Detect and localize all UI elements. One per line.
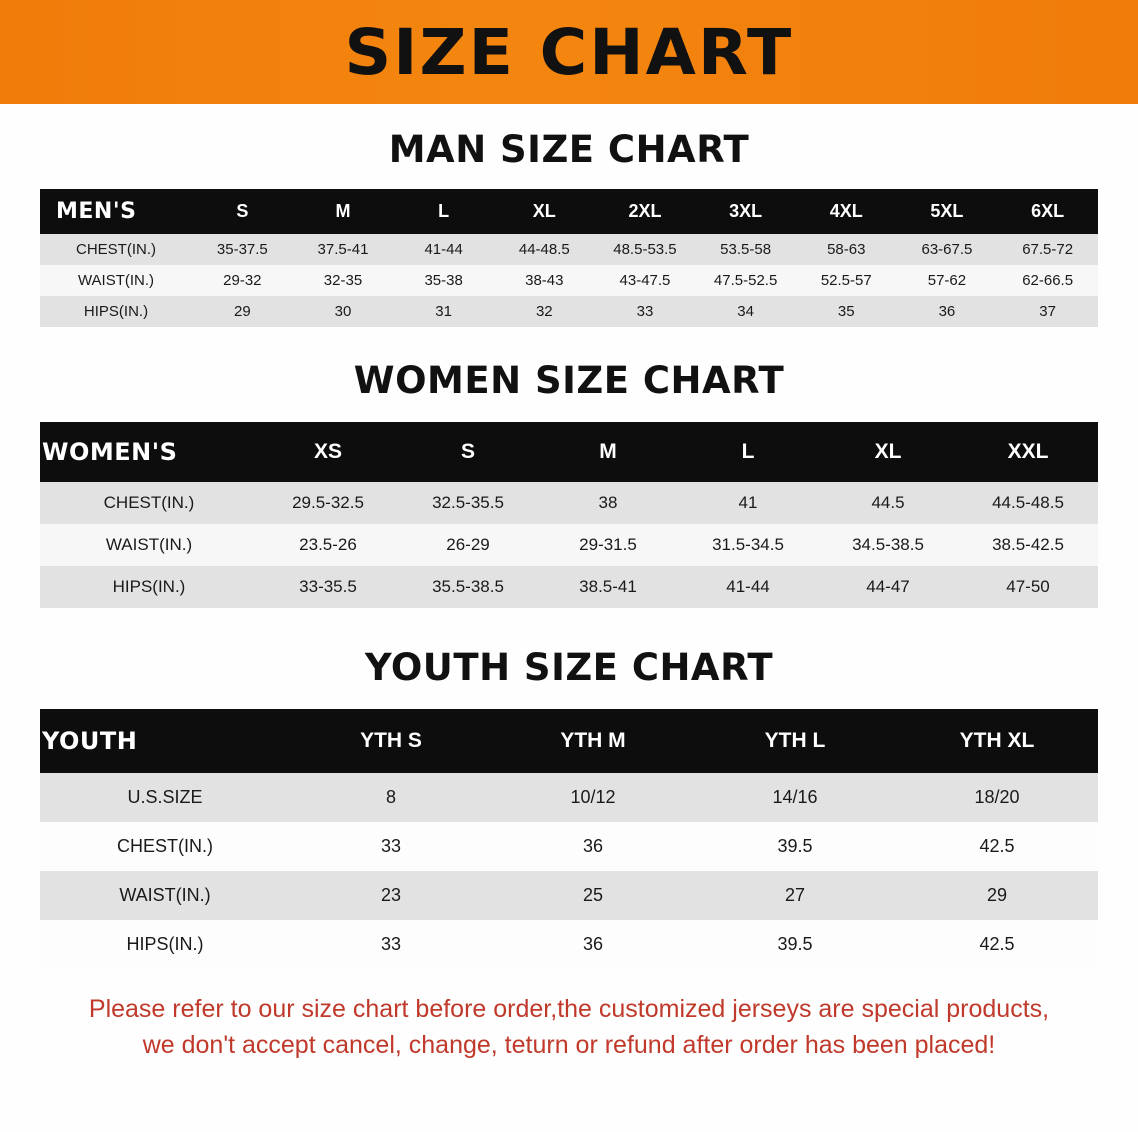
youth-table-wrapper (0, 709, 1138, 969)
youth-column-header: YTH M (560, 729, 626, 752)
women-row-label: HIPS(IN.) (112, 577, 186, 596)
table-row (40, 296, 1098, 327)
youth-row-label: WAIST(IN.) (119, 885, 211, 905)
man-column-header: L (438, 201, 450, 221)
women-cell: 31.5-34.5 (712, 535, 784, 554)
man-column-header: M (335, 201, 351, 221)
man-cell: 34 (737, 303, 754, 320)
youth-column-header: YTH L (764, 729, 826, 752)
youth-row-label: HIPS(IN.) (126, 934, 204, 954)
man-column-header: 5XL (930, 201, 964, 221)
man-cell: 57-62 (927, 272, 967, 289)
women-cell: 35.5-38.5 (432, 577, 504, 596)
man-cell: 67.5-72 (1022, 241, 1074, 258)
youth-cell: 27 (784, 885, 806, 905)
women-column-header: S (460, 440, 475, 463)
women-cell: 29-31.5 (579, 535, 637, 554)
youth-size-table (40, 709, 1098, 969)
women-table-body (40, 482, 1098, 608)
table-row (40, 773, 1098, 822)
man-cell: 35-38 (424, 272, 463, 289)
man-column-header: 2XL (628, 201, 662, 221)
table-row (40, 265, 1098, 296)
women-cell: 29.5-32.5 (292, 493, 364, 512)
table-row (40, 524, 1098, 566)
women-column-header: XL (874, 440, 902, 463)
women-row-label: WAIST(IN.) (105, 535, 193, 554)
man-cell: 63-67.5 (921, 241, 973, 258)
table-row (40, 234, 1098, 265)
women-column-header: L (741, 440, 755, 463)
man-cell: 35 (837, 303, 855, 320)
man-row-label: CHEST(IN.) (76, 241, 156, 258)
youth-cell: 36 (582, 836, 604, 856)
man-cell: 48.5-53.5 (613, 241, 677, 258)
youth-cell: 39.5 (777, 934, 813, 954)
women-cell: 44.5 (871, 493, 905, 512)
table-row (40, 920, 1098, 969)
women-cell: 38.5-42.5 (992, 535, 1064, 554)
man-cell: 52.5-57 (820, 272, 872, 289)
youth-table-head (40, 709, 1098, 773)
man-cell: 38-43 (525, 272, 564, 289)
man-header-label: MEN'S (56, 199, 137, 224)
man-cell: 53.5-58 (720, 241, 772, 258)
table-row (40, 822, 1098, 871)
table-row (40, 871, 1098, 920)
man-cell: 43-47.5 (619, 272, 671, 289)
women-table-head (40, 422, 1098, 482)
women-header-label: WOMEN'S (42, 438, 178, 466)
table-header-row (40, 709, 1098, 773)
man-cell: 32 (535, 303, 553, 320)
youth-cell: 14/16 (772, 787, 818, 807)
women-cell: 44-47 (866, 577, 910, 596)
youth-row-label: U.S.SIZE (127, 787, 203, 807)
man-cell: 44-48.5 (518, 241, 570, 258)
youth-cell: 8 (385, 787, 396, 807)
youth-table-body (40, 773, 1098, 969)
man-column-header: XL (532, 201, 556, 221)
youth-cell: 25 (582, 885, 604, 905)
women-size-table (40, 422, 1098, 608)
page-title: SIZE CHART (344, 15, 794, 89)
man-cell: 29-32 (223, 272, 262, 289)
man-cell: 37.5-41 (317, 241, 369, 258)
man-cell: 35-37.5 (216, 241, 268, 258)
women-cell: 23.5-26 (299, 535, 357, 554)
youth-column-header: YTH XL (959, 729, 1035, 752)
table-header-row (40, 189, 1098, 234)
youth-cell: 23 (380, 885, 402, 905)
banner (0, 0, 1138, 104)
youth-cell: 33 (380, 934, 402, 954)
man-cell: 32-35 (323, 272, 363, 289)
man-row-label: WAIST(IN.) (77, 272, 155, 289)
man-table-body (40, 234, 1098, 327)
table-header-row (40, 422, 1098, 482)
man-size-table (40, 189, 1098, 327)
man-cell: 36 (938, 303, 956, 320)
youth-cell: 18/20 (974, 787, 1020, 807)
women-section-title: WOMEN SIZE CHART (353, 359, 785, 402)
man-column-header: 6XL (1031, 201, 1065, 221)
youth-cell: 39.5 (777, 836, 813, 856)
women-row-label: CHEST(IN.) (103, 493, 195, 512)
man-column-header: 3XL (729, 201, 763, 221)
women-cell: 38.5-41 (579, 577, 637, 596)
youth-column-header: YTH S (360, 729, 422, 752)
youth-cell: 36 (582, 934, 604, 954)
man-table-wrapper (0, 189, 1138, 327)
man-column-header: S (236, 201, 249, 221)
order-policy-note (36, 991, 1102, 1064)
women-table-wrapper (0, 422, 1138, 608)
table-row (40, 482, 1098, 524)
table-row (40, 566, 1098, 608)
youth-cell: 10/12 (570, 787, 616, 807)
note-line-1: Please refer to our size chart before order,the customized jerseys are special products, (88, 995, 1050, 1023)
women-column-header: M (599, 440, 617, 463)
man-cell: 33 (636, 303, 654, 320)
man-section-title: MAN SIZE CHART (388, 128, 750, 171)
women-cell: 47-50 (1006, 577, 1050, 596)
youth-section-title: YOUTH SIZE CHART (364, 646, 774, 689)
youth-header-label: YOUTH (42, 727, 138, 755)
youth-cell: 42.5 (979, 934, 1015, 954)
man-cell: 41-44 (424, 241, 463, 258)
women-cell: 41 (738, 493, 758, 512)
man-row-label: HIPS(IN.) (83, 303, 149, 320)
man-cell: 31 (435, 303, 452, 320)
man-column-header: 4XL (829, 201, 863, 221)
women-cell: 44.5-48.5 (992, 493, 1064, 512)
man-cell: 37 (1039, 303, 1056, 320)
man-table-head (40, 189, 1098, 234)
women-cell: 26-29 (446, 535, 490, 554)
women-cell: 34.5-38.5 (852, 535, 924, 554)
man-cell: 30 (334, 303, 352, 320)
women-column-header: XS (313, 440, 342, 463)
youth-cell: 42.5 (979, 836, 1015, 856)
women-column-header: XXL (1007, 440, 1049, 463)
man-cell: 62-66.5 (1022, 272, 1074, 289)
women-cell: 38 (598, 493, 618, 512)
youth-cell: 33 (380, 836, 402, 856)
women-cell: 41-44 (726, 577, 770, 596)
note-line-2: we don't accept cancel, change, teturn or refund after order has been placed! (142, 1031, 996, 1060)
man-cell: 58-63 (827, 241, 866, 258)
man-cell: 29 (233, 303, 251, 320)
women-cell: 32.5-35.5 (432, 493, 504, 512)
women-cell: 33-35.5 (299, 577, 357, 596)
youth-cell: 29 (986, 885, 1008, 905)
man-cell: 47.5-52.5 (713, 272, 778, 289)
youth-row-label: CHEST(IN.) (117, 836, 213, 856)
